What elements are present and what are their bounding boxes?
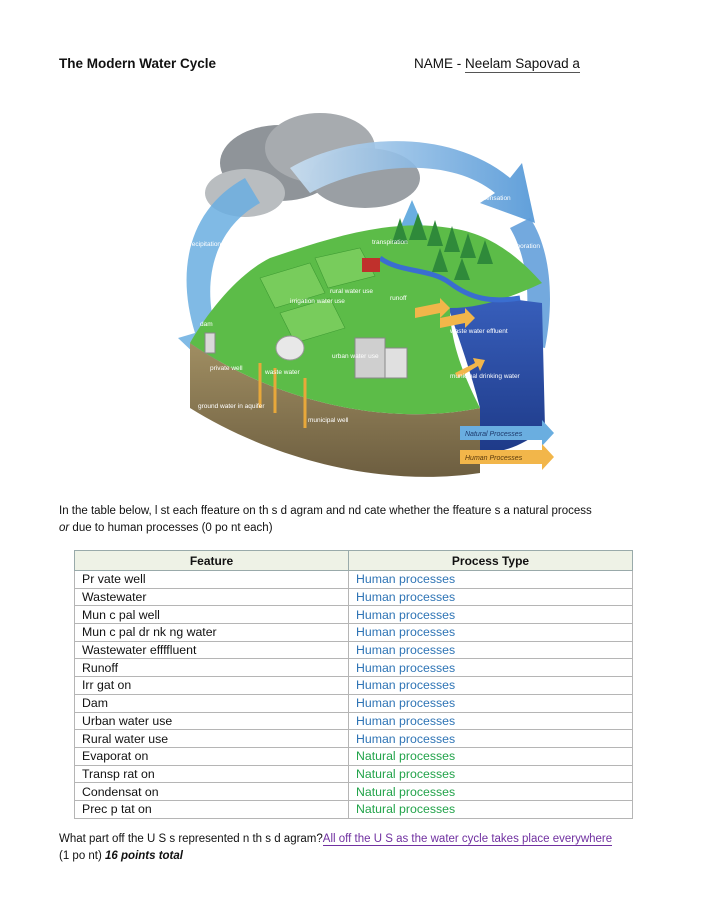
name-label: NAME - (414, 56, 466, 71)
feature-cell[interactable]: Wastewater (75, 588, 349, 606)
feature-cell[interactable]: Pr vate well (75, 571, 349, 589)
table-row (75, 712, 633, 730)
label-dam: dam (200, 321, 213, 328)
table-row (75, 588, 633, 606)
name-line (414, 56, 580, 71)
label-municipal-well: municipal well (308, 417, 349, 424)
water-cycle-diagram (150, 108, 560, 483)
process-type-cell[interactable]: Natural processes (349, 783, 633, 801)
process-type-cell[interactable]: Human processes (349, 730, 633, 748)
label-transpiration: transpiration (372, 239, 408, 246)
table-row (75, 800, 633, 818)
label-rural: rural water use (330, 288, 373, 295)
process-type-cell[interactable]: Natural processes (349, 800, 633, 818)
table-row (75, 606, 633, 624)
table-body (75, 571, 633, 819)
feature-cell[interactable]: Dam (75, 694, 349, 712)
table-row (75, 747, 633, 765)
feature-cell[interactable]: Evaporat on (75, 747, 349, 765)
legend-human: Human Processes (465, 455, 523, 462)
process-type-cell[interactable]: Human processes (349, 694, 633, 712)
process-type-cell[interactable]: Human processes (349, 659, 633, 677)
table-row (75, 659, 633, 677)
question-answer[interactable]: All off the U S as the water cycle takes place everywhere (322, 833, 613, 845)
table-row (75, 765, 633, 783)
table-row (75, 677, 633, 695)
feature-cell[interactable]: Transp rat on (75, 765, 349, 783)
points-total: 16 points total (105, 850, 183, 862)
feature-cell[interactable]: Condensat on (75, 783, 349, 801)
label-ground-water: ground water in aquifer (198, 403, 265, 410)
process-type-cell[interactable]: Natural processes (349, 765, 633, 783)
label-runoff: runoff (390, 295, 407, 302)
table-row (75, 694, 633, 712)
barn (362, 258, 380, 272)
question (59, 831, 659, 865)
label-municipal-drinking: municipal drinking water (450, 373, 520, 380)
label-condensation: condensation (472, 195, 511, 202)
label-waste-water: waste water (265, 369, 300, 376)
label-urban: urban water use (332, 353, 379, 360)
feature-cell[interactable]: Prec p tat on (75, 800, 349, 818)
feature-cell[interactable]: Irr gat on (75, 677, 349, 695)
feature-cell[interactable]: Rural water use (75, 730, 349, 748)
instructions-line2: due to human processes (0 po nt each) (69, 521, 273, 534)
process-type-cell[interactable]: Human processes (349, 588, 633, 606)
process-type-cell[interactable]: Human processes (349, 712, 633, 730)
features-table (74, 550, 633, 819)
label-private-well: private well (210, 365, 243, 372)
table-row (75, 624, 633, 642)
header (59, 56, 654, 76)
question-text: What part off the U S s represented n th s d agram? (59, 833, 323, 845)
instructions-line1: In the table below, l st each ffeature on th s d agram and nd cate whether the ffeature s a natural process (59, 505, 592, 517)
process-type-cell[interactable]: Human processes (349, 624, 633, 642)
table-row (75, 783, 633, 801)
instructions (59, 503, 659, 536)
name-value: Neelam Sapovad a (465, 56, 580, 71)
table-row (75, 641, 633, 659)
header-process-type: Process Type (349, 551, 633, 571)
feature-cell[interactable]: Mun c pal well (75, 606, 349, 624)
label-irrigation: irrigation water use (290, 298, 345, 305)
process-type-cell[interactable]: Human processes (349, 677, 633, 695)
page-title: The Modern Water Cycle (59, 56, 217, 71)
feature-cell[interactable]: Wastewater effffluent (75, 641, 349, 659)
process-type-cell[interactable]: Human processes (349, 571, 633, 589)
label-evaporation: evaporation (506, 243, 540, 250)
feature-cell[interactable]: Runoff (75, 659, 349, 677)
label-wastewater: waste water effluent (450, 328, 508, 335)
header-feature: Feature (75, 551, 349, 571)
question-points: (1 po nt) (59, 850, 106, 862)
label-precipitation: precipitation (186, 241, 222, 248)
table-row (75, 571, 633, 589)
process-type-cell[interactable]: Human processes (349, 641, 633, 659)
legend-natural: Natural Processes (465, 431, 523, 438)
instructions-or: or (59, 521, 70, 534)
feature-cell[interactable]: Urban water use (75, 712, 349, 730)
table-row (75, 730, 633, 748)
feature-cell[interactable]: Mun c pal dr nk ng water (75, 624, 349, 642)
process-type-cell[interactable]: Natural processes (349, 747, 633, 765)
table-header-row (75, 551, 633, 571)
process-type-cell[interactable]: Human processes (349, 606, 633, 624)
dam (205, 333, 215, 353)
